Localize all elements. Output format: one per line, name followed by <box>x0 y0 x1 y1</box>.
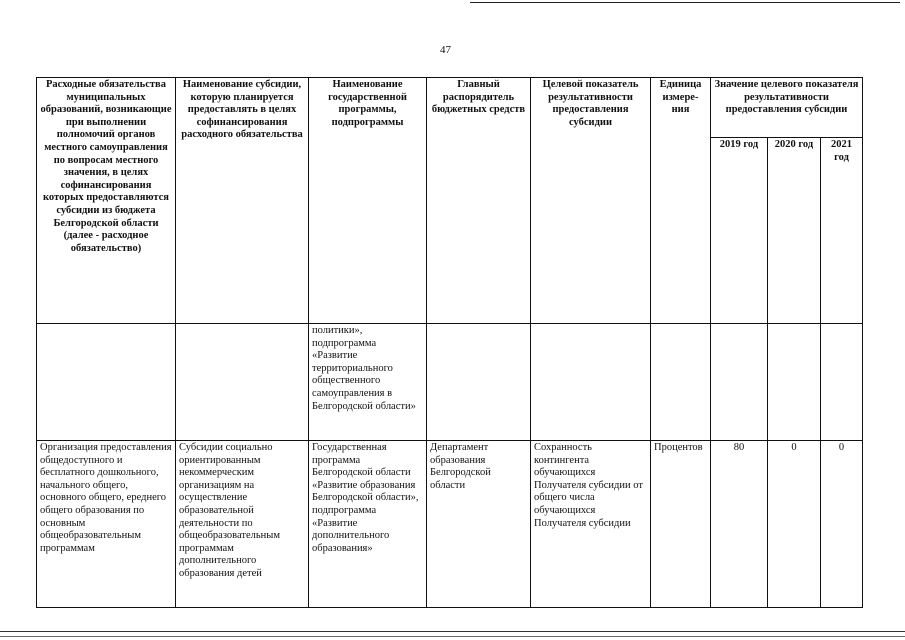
cell-program: политики», подпрограмма «Развитие территориального общественного самоуправления в Белгородской области» <box>309 324 427 441</box>
header-year-2020: 2020 год <box>768 138 821 324</box>
cell-unit: Процентов <box>651 441 711 608</box>
cell-value-2020 <box>768 324 821 441</box>
header-cell-target-value: Значение целевого показателя результативности предоставления субсидии <box>711 78 863 138</box>
cell-value-2020: 0 <box>768 441 821 608</box>
cell-program: Государственная программа Белгородской области «Развитие образования Белгородской области», подпрограмма «Развитие дополнительного образования» <box>309 441 427 608</box>
cell-value-2021: 0 <box>821 441 863 608</box>
header-cell-obligation: Расходные обязательства муниципальных образований, возникающие при выполнении полномочий органов местного самоуправления по вопросам местного значения, в целях софинансирования которых предоставляются субсидии из бюджета Белгородской области (далее - расходное обязательство) <box>37 78 176 324</box>
header-cell-unit: Единица измере-ния <box>651 78 711 324</box>
cell-indicator: Сохранность контингента обучающихся Получателя субсидии от общего числа обучающихся Получателя субсидии <box>531 441 651 608</box>
cell-obligation: Организация предоставления общедоступного и бесплатного дошкольного, начального общего, основного общего, ереднего общего образования по основным общеобразовательным программам <box>37 441 176 608</box>
cell-indicator <box>531 324 651 441</box>
cell-subsidy-name: Субсидии социально ориентированным некоммерческим организациям на осуществление образовательной деятельности по общеобразовательным программам дополнительного образования детей <box>176 441 309 608</box>
subsidy-table <box>36 77 863 608</box>
table-row <box>37 441 863 608</box>
cell-unit <box>651 324 711 441</box>
scan-edge-line <box>0 631 905 632</box>
cell-value-2019 <box>711 324 768 441</box>
cell-value-2019: 80 <box>711 441 768 608</box>
cell-distributor: Департамент образования Белгородской области <box>427 441 531 608</box>
header-cell-distributor: Главный распорядитель бюджетных средств <box>427 78 531 324</box>
cell-subsidy-name <box>176 324 309 441</box>
header-year-2021: 2021 год <box>821 138 863 324</box>
header-row <box>37 78 863 138</box>
scan-edge-line <box>470 2 900 3</box>
page-number: 47 <box>440 44 451 56</box>
cell-distributor <box>427 324 531 441</box>
header-cell-subsidy-name: Наименование субсидии, которую планируется предоставлять в целях софинансирования расходного обязательства <box>176 78 309 324</box>
header-year-2019: 2019 год <box>711 138 768 324</box>
cell-value-2021 <box>821 324 863 441</box>
header-cell-indicator: Целевой показатель результативности предоставления субсидии <box>531 78 651 324</box>
table-row <box>37 324 863 441</box>
cell-obligation <box>37 324 176 441</box>
header-cell-program: Наименование государственной программы, подпрограммы <box>309 78 427 324</box>
scan-edge-line <box>0 636 905 637</box>
